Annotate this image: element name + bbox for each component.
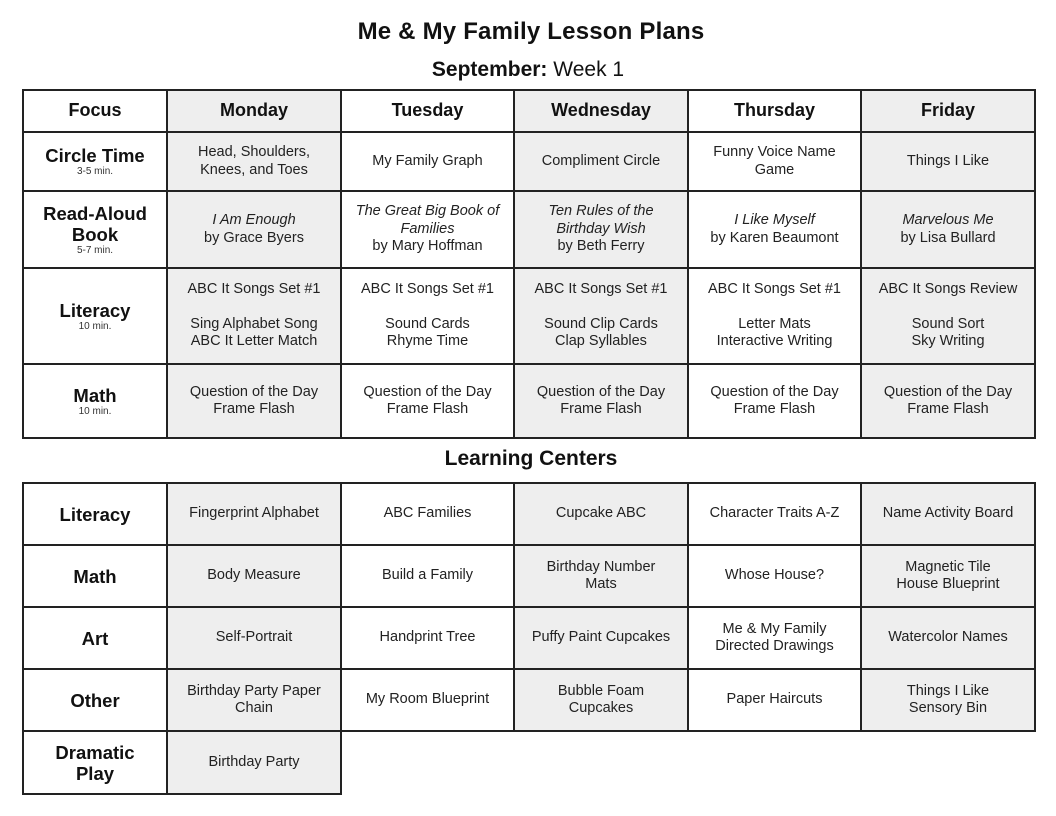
learning-centers-table [22,482,1036,795]
book-title: The Great Big Book of Families [355,203,500,237]
month-label: September: [431,58,548,81]
cell-math-tuesday: Question of the Day Frame Flash [341,364,514,438]
center-row-art [23,607,1035,669]
learning-centers-title: Learning Centers [444,447,618,470]
center-cell: Paper Haircuts [688,669,861,731]
cell-circle-monday: Head, Shoulders, Knees, and Toes [167,132,341,191]
center-cell: Body Measure [167,545,341,607]
focus-literacy: Literacy 10 min. [23,268,167,364]
center-cell: Magnetic Tile House Blueprint [861,545,1035,607]
empty-cell [341,731,514,794]
page-subtitle [0,58,1056,82]
center-row-other [23,669,1035,731]
center-cell: Build a Family [341,545,514,607]
center-row-literacy [23,483,1035,545]
book-title: I Am Enough [212,212,296,228]
cell-literacy-thursday: ABC It Songs Set #1 Letter Mats Interactive Writing [688,268,861,364]
center-math: Math [23,545,167,607]
center-cell: Watercolor Names [861,607,1035,669]
center-cell: My Room Blueprint [341,669,514,731]
cell-circle-thursday: Funny Voice Name Game [688,132,861,191]
header-friday: Friday [861,90,1035,132]
center-cell: Fingerprint Alphabet [167,483,341,545]
cell-book-friday: Marvelous Me by Lisa Bullard [861,191,1035,268]
cell-book-tuesday: The Great Big Book of Families by Mary Hoffman [341,191,514,268]
focus-math: Math 10 min. [23,364,167,438]
center-other: Other [23,669,167,731]
book-title: Ten Rules of the Birthday Wish [548,203,654,237]
center-cell: Birthday Number Mats [514,545,688,607]
center-cell: ABC Families [341,483,514,545]
cell-math-wednesday: Question of the Day Frame Flash [514,364,688,438]
cell-math-friday: Question of the Day Frame Flash [861,364,1035,438]
empty-cell [514,731,688,794]
center-cell: Handprint Tree [341,607,514,669]
center-cell: Puffy Paint Cupcakes [514,607,688,669]
cell-circle-tuesday: My Family Graph [341,132,514,191]
header-wednesday: Wednesday [514,90,688,132]
center-cell: Birthday Party Paper Chain [167,669,341,731]
empty-cell [688,731,861,794]
header-thursday: Thursday [688,90,861,132]
row-read-aloud [23,191,1035,268]
cell-literacy-monday: ABC It Songs Set #1 Sing Alphabet Song ABC It Letter Match [167,268,341,364]
center-cell: Name Activity Board [861,483,1035,545]
row-circle-time [23,132,1035,191]
header-tuesday: Tuesday [341,90,514,132]
empty-cell [861,731,1035,794]
header-focus: Focus [23,90,167,132]
cell-circle-wednesday: Compliment Circle [514,132,688,191]
cell-book-wednesday: Ten Rules of the Birthday Wish by Beth Ferry [514,191,688,268]
focus-circle-time: Circle Time 3-5 min. [23,132,167,191]
center-row-dramatic-play [23,731,1035,794]
center-cell: Cupcake ABC [514,483,688,545]
page-title: Me & My Family Lesson Plans [357,18,705,45]
header-row [23,90,1035,132]
center-cell: Self-Portrait [167,607,341,669]
week-label: Week 1 [553,58,625,81]
center-cell: Bubble Foam Cupcakes [514,669,688,731]
center-dramatic-play: Dramatic Play [23,731,167,794]
focus-read-aloud: Read-Aloud Book 5-7 min. [23,191,167,268]
center-cell: Me & My Family Directed Drawings [688,607,861,669]
cell-literacy-wednesday: ABC It Songs Set #1 Sound Clip Cards Clap Syllables [514,268,688,364]
cell-book-monday: I Am Enough by Grace Byers [167,191,341,268]
lesson-plan-table [22,89,1036,439]
center-cell: Whose House? [688,545,861,607]
center-row-math [23,545,1035,607]
cell-literacy-tuesday: ABC It Songs Set #1 Sound Cards Rhyme Time [341,268,514,364]
cell-math-thursday: Question of the Day Frame Flash [688,364,861,438]
center-literacy: Literacy [23,483,167,545]
center-cell: Character Traits A-Z [688,483,861,545]
row-math [23,364,1035,438]
cell-literacy-friday: ABC It Songs Review Sound Sort Sky Writing [861,268,1035,364]
row-literacy [23,268,1035,364]
cell-book-thursday: I Like Myself by Karen Beaumont [688,191,861,268]
center-cell: Birthday Party [167,731,341,794]
header-monday: Monday [167,90,341,132]
center-art: Art [23,607,167,669]
book-title: Marvelous Me [902,212,994,228]
book-title: I Like Myself [734,212,815,228]
cell-circle-friday: Things I Like [861,132,1035,191]
center-cell: Things I Like Sensory Bin [861,669,1035,731]
cell-math-monday: Question of the Day Frame Flash [167,364,341,438]
